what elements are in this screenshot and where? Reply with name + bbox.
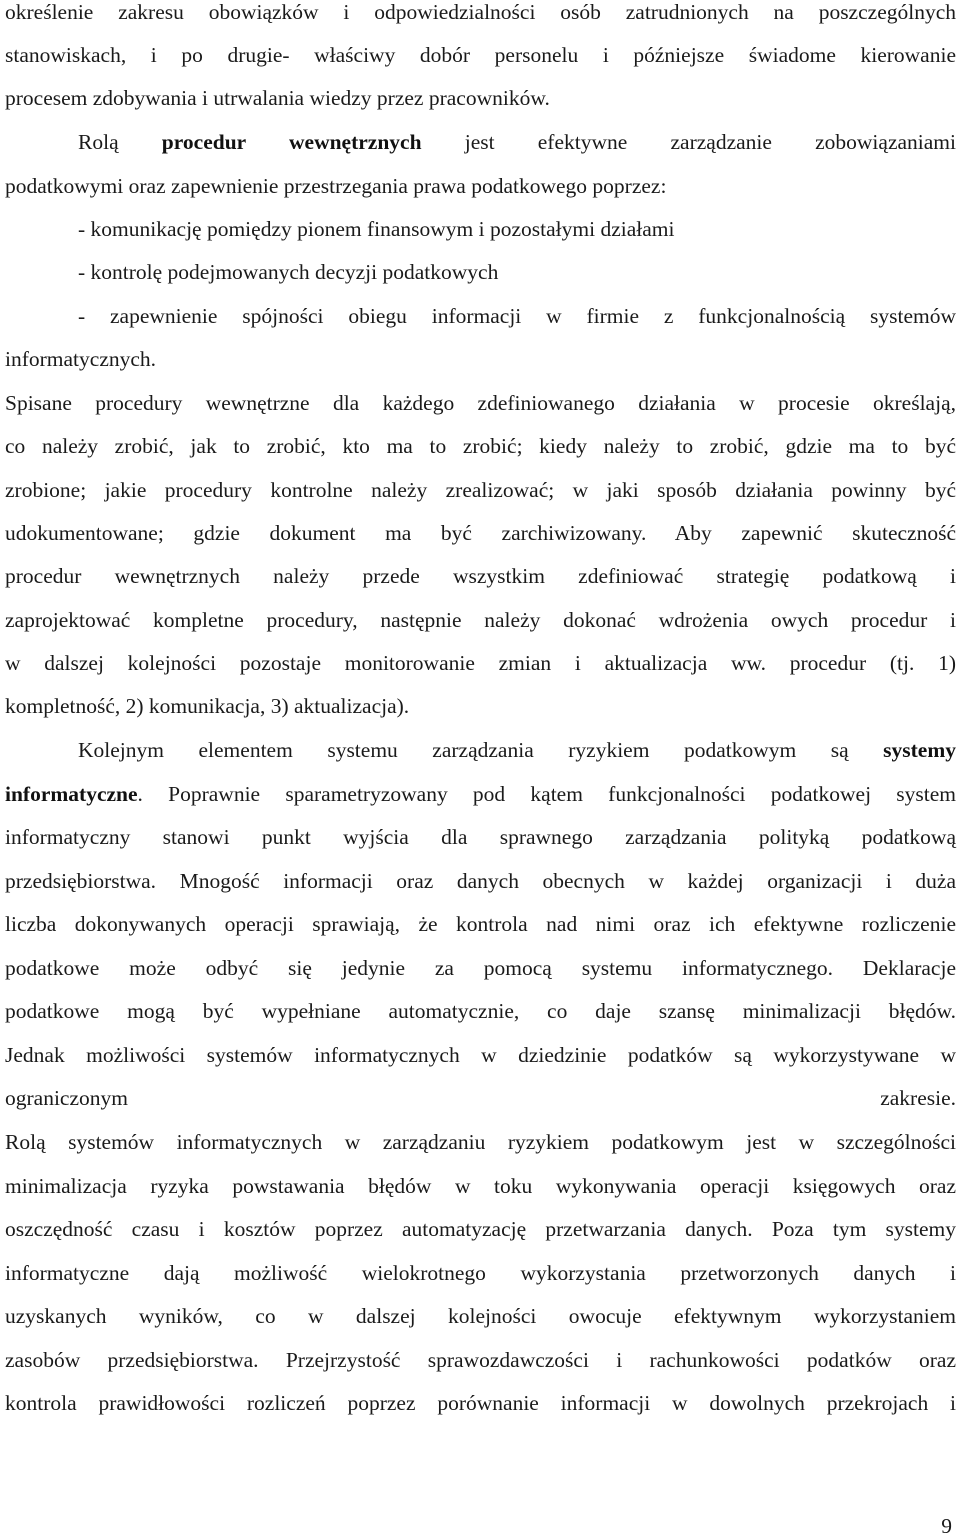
text-line: kompletność, 2) komunikacja, 3) aktualizacja).	[5, 694, 410, 718]
text-line: procesem zdobywania i utrwalania wiedzy przez pracowników.	[5, 86, 550, 110]
text-line: Jednak możliwości systemów informatycznych w dziedzinie podatków są wykorzystywane w	[5, 1043, 956, 1067]
text-line: podatkowymi oraz zapewnienie przestrzegania prawa podatkowego poprzez:	[5, 174, 667, 198]
text-line: Spisane procedury wewnętrzne dla każdego zdefiniowanego działania w procesie określają,	[5, 391, 956, 415]
text-line: minimalizacja ryzyka powstawania błędów w toku wykonywania operacji księgowych oraz	[5, 1174, 956, 1198]
text-line	[5, 780, 956, 808]
text-run: Rolą	[78, 130, 162, 154]
text-line: określenie zakresu obowiązków i odpowiedzialności osób zatrudnionych na poszczególnych	[5, 0, 956, 24]
text-line: uzyskanych wyników, co w dalszej kolejności owocuje efektywnym wykorzystaniem	[5, 1304, 956, 1328]
text-line: co należy zrobić, jak to zrobić, kto ma to zrobić; kiedy należy to zrobić, gdzie ma to być	[5, 434, 956, 458]
text-line: informatycznych.	[5, 347, 157, 371]
text-line: informatyczny stanowi punkt wyjścia dla sprawnego zarządzania polityką podatkową	[5, 825, 956, 849]
page-number: 9	[941, 1514, 952, 1538]
text-line: informatyczne dają możliwość wielokrotnego wykorzystania przetworzonych danych i	[5, 1261, 956, 1285]
text-line: w dalszej kolejności pozostaje monitorowanie zmian i aktualizacja ww. procedur (tj. 1)	[5, 651, 956, 675]
bold-term: procedur wewnętrznych	[161, 130, 422, 154]
text-line: zrobione; jakie procedury kontrolne należy zrealizować; w jaki sposób działania powinny być	[5, 478, 956, 502]
text-line: Rolą systemów informatycznych w zarządzaniu ryzykiem podatkowym jest w szczególności	[5, 1130, 956, 1154]
text-line	[78, 736, 956, 764]
text-line: podatkowe mogą być wypełniane automatycznie, co daje szansę minimalizacji błędów.	[5, 999, 956, 1023]
text-line: ograniczonym zakresie.	[5, 1086, 956, 1110]
text-line: liczba dokonywanych operacji sprawiają, że kontrola nad nimi oraz ich efektywne rozliczenie	[5, 912, 956, 936]
text-line	[78, 128, 956, 156]
text-run: . Poprawnie sparametryzowany pod kątem funkcjonalności podatkowej system	[137, 782, 956, 806]
list-item: - kontrolę podejmowanych decyzji podatkowych	[78, 260, 499, 284]
text-line: podatkowe może odbyć się jedynie za pomocą systemu informatycznego. Deklaracje	[5, 956, 956, 980]
bold-term: systemy	[883, 738, 956, 762]
text-line: procedur wewnętrznych należy przede wszystkim zdefiniować strategię podatkową i	[5, 564, 956, 588]
text-line: przedsiębiorstwa. Mnogość informacji oraz danych obecnych w każdej organizacji i duża	[5, 869, 956, 893]
text-run: Kolejnym elementem systemu zarządzania ryzykiem podatkowym są	[78, 738, 884, 762]
text-line: oszczędność czasu i kosztów poprzez automatyzację przetwarzania danych. Poza tym systemy	[5, 1217, 956, 1241]
text-run: jest efektywne zarządzanie zobowiązaniami	[421, 130, 956, 154]
list-item: - komunikację pomiędzy pionem finansowym i pozostałymi działami	[78, 217, 675, 241]
text-line: zaprojektować kompletne procedury, następnie należy dokonać wdrożenia owych procedur i	[5, 608, 956, 632]
text-line: udokumentowane; gdzie dokument ma być zarchiwizowany. Aby zapewnić skuteczność	[5, 521, 956, 545]
list-item: - zapewnienie spójności obiegu informacji w firmie z funkcjonalnością systemów	[78, 304, 956, 328]
text-line: stanowiskach, i po drugie- właściwy dobór personelu i późniejsze świadome kierowanie	[5, 43, 956, 67]
bold-term: informatyczne	[5, 782, 138, 806]
text-line: kontrola prawidłowości rozliczeń poprzez porównanie informacji w dowolnych przekrojach i	[5, 1391, 956, 1415]
text-line: zasobów przedsiębiorstwa. Przejrzystość sprawozdawczości i rachunkowości podatków oraz	[5, 1348, 956, 1372]
